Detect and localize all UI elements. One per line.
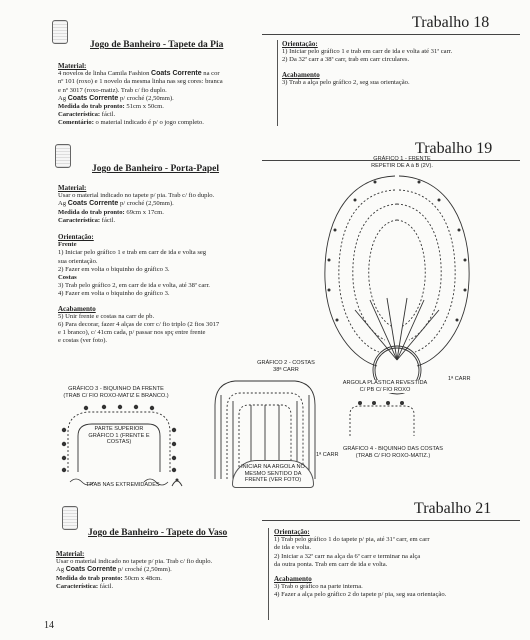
instruction-step: 3) Trab pelo gráfico 2, em carr de ida e volta, até 38ª carr. <box>58 282 210 290</box>
chart-1-caption <box>352 156 452 169</box>
instruction-step: 1) Iniciar pelo gráfico 1 e trab em carr de ida e volta até 31ª carr. <box>282 48 453 56</box>
orientation-heading: Orientação: <box>58 233 94 242</box>
material-heading: Material: <box>56 550 85 558</box>
needle-size: p/ croché (2,50mm). <box>117 566 172 574</box>
page-number: 14 <box>44 620 54 631</box>
instruction-step: 1) Iniciar pelo gráfico 1 e trab em carr de ida e volta seg <box>58 249 207 257</box>
chart-3-inner-note: PARTE SUPERIOR GRÁFICO 1 (FRENTE E COSTAS) <box>88 426 150 446</box>
chart-3-bottom-note: TRAB NAS EXTREMIDADES <box>86 482 160 488</box>
chart-4-subtitle: (TRAB C/ FIO ROXO-MATIZ.) <box>355 452 431 459</box>
size-label: Medida do trab pronto: <box>56 574 123 582</box>
chart-2-note: INICIAR NA ARGOLA NO MESMO SENTIDO DA FRENTE (VER FOTO) <box>232 460 314 488</box>
finishing-heading: Acabamento <box>274 575 312 584</box>
trabalho-21-title: Trabalho 21 <box>414 500 492 517</box>
orientation-heading: Orientação: <box>282 40 318 48</box>
instruction-step: 4) Fazer a alça pelo gráfico 2 do tapete p/ pia, seg sua orientação. <box>274 591 447 599</box>
instruction-step: 1) Trab pelo gráfico 1 do tapete p/ pia, até 31ª carr, em carr <box>274 536 430 544</box>
difficulty-label: Característica: <box>58 111 101 119</box>
thread-spool-icon <box>62 506 78 530</box>
orientation-heading: Orientação: <box>274 528 310 536</box>
chart-4-caption <box>340 446 446 459</box>
instruction-step: 4) Fazer em volta o biquinho do gráfico 3. <box>58 290 170 298</box>
material-line: na cor <box>203 70 220 78</box>
stitch-symbol-icon <box>170 476 184 488</box>
trabalho-18-title: Trabalho 18 <box>412 14 490 31</box>
difficulty-value: fácil. <box>101 216 116 224</box>
trabalho-19-title: Trabalho 19 <box>415 140 493 157</box>
section-heading: Jogo de Banheiro - Tapete do Vaso <box>88 528 228 538</box>
brand-name: Coats Corrente <box>67 200 119 208</box>
instruction-step: 2) Iniciar a 32ª carr na alça da 6ª carr e terminar na alça <box>274 552 421 560</box>
difficulty-label: Característica: <box>56 582 99 590</box>
instruction-step: 2) Fazer em volta o biquinho do gráfico 3. <box>58 265 170 273</box>
chart-1-row-label: 1ª CARR <box>448 376 471 382</box>
brand-name: Coats Corrente <box>151 70 202 78</box>
t18-orientation-block <box>282 40 522 87</box>
needle-label: Ag <box>56 566 65 574</box>
instruction-step: 3) Trab o gráfico na parte interna. <box>274 583 363 591</box>
instruction-step: 3) Trab a alça pelo gráfico 2, seg sua orientação. <box>282 78 410 86</box>
chart-2-title: GRÁFICO 2 - COSTAS <box>257 360 315 366</box>
chart-3-subtitle: (TRAB C/ FIO ROXO-MATIZ E BRANCO.) <box>63 392 169 399</box>
comment-label: Comentário: <box>58 119 94 127</box>
brand-name: Coats Corrente <box>67 94 119 102</box>
divider <box>262 520 520 521</box>
difficulty-value: fácil. <box>99 582 114 590</box>
section-heading: Jogo de Banheiro - Porta-Papel <box>92 164 220 174</box>
instruction-step: da outra ponta. Trab em carr de ida e volta. <box>274 560 388 568</box>
finishing-heading: Acabamento <box>58 304 96 313</box>
column-divider <box>268 528 269 620</box>
divider <box>262 34 520 35</box>
chart-1-ring-note: ARGOLA PLÁSTICA REVESTIDA C/ PB C/ FIO ROXO <box>340 380 430 393</box>
instruction-step: 6) Para decorar, fazer 4 alças de corr c/ fio triplo (2 fios 3017 <box>58 321 220 329</box>
size-label: Medida do trab pronto: <box>58 103 125 111</box>
needle-label: Ag <box>58 200 67 208</box>
instruction-step: e 1 branco), c/ 41cm cada, p/ passar nos spç entre frente <box>58 329 206 337</box>
instruction-step: 5) Unir frente e costas na carr de pb. <box>58 312 155 320</box>
instruction-step: sua orientação. <box>58 257 98 265</box>
needle-size: p/ croché (2,50mm). <box>119 94 174 102</box>
column-divider <box>277 40 278 126</box>
size-value: 50cm x 48cm. <box>124 574 162 582</box>
needle-size: p/ croché (2,50mm). <box>119 200 174 208</box>
instruction-step: e costas (ver foto). <box>58 337 108 345</box>
crochet-chart-picot-front <box>56 402 182 492</box>
brand-name: Coats Corrente <box>65 566 117 574</box>
back-heading: Costas <box>58 274 77 282</box>
t21-orientation-block <box>274 528 522 600</box>
instruction-step: 2) Da 32ª carr a 38ª carr, trab em carr circulares. <box>282 56 410 64</box>
instruction-step: de ida e volta. <box>274 544 311 552</box>
size-value: 69cm x 17cm. <box>126 208 164 216</box>
crochet-chart-picot-back <box>346 400 418 440</box>
chart-1-title: GRÁFICO 1 - FRENTE <box>373 156 431 162</box>
chart-2-caption <box>236 360 336 373</box>
finishing-heading: Acabamento <box>282 70 320 79</box>
material-line: Usar o material indicado no tapete p/ pia. Trab c/ fio duplo. <box>56 558 213 566</box>
thread-spool-icon <box>52 20 68 44</box>
material-line: Usar o material indicado no tapete p/ pia. Trab c/ fio duplo. <box>58 192 215 200</box>
chart-2-subtitle: 38ª CARR <box>273 366 299 373</box>
t18-material-block <box>58 62 273 128</box>
size-label: Medida do trab pronto: <box>58 208 125 216</box>
material-line: nº 101 (roxo) e 1 novelo da mesma linha nas seg cores: branca <box>58 78 223 86</box>
material-heading: Material: <box>58 62 87 70</box>
material-heading: Material: <box>58 184 87 192</box>
chart-3-caption <box>56 386 176 399</box>
chart-3-title: GRÁFICO 3 - BIQUINHO DA FRENTE <box>68 386 164 392</box>
material-line: 4 novelos de linha Camila Fashion <box>58 70 150 78</box>
difficulty-value: fácil. <box>101 111 116 119</box>
chart-4-title: GRÁFICO 4 - BIQUINHO DAS COSTAS <box>343 446 443 452</box>
section-heading: Jogo de Banheiro - Tapete da Pia <box>90 40 224 50</box>
material-line: e nº 3017 (roxo-matiz). Trab c/ fio duplo. <box>58 86 167 94</box>
t21-material-block <box>56 550 266 591</box>
difficulty-label: Característica: <box>58 216 101 224</box>
chart-2-row-label: 1ª CARR <box>316 452 339 458</box>
crochet-chart-front <box>315 170 480 400</box>
size-value: 51cm x 50cm. <box>126 103 164 111</box>
comment-value: o material indicado é p/ o jogo completo. <box>95 119 204 127</box>
chart-1-subtitle: REPETIR DE A à B (2V). <box>371 162 433 169</box>
needle-label: Ag <box>58 94 67 102</box>
t19-material-block <box>58 184 253 346</box>
front-heading: Frente <box>58 241 77 249</box>
thread-spool-icon <box>55 144 71 168</box>
